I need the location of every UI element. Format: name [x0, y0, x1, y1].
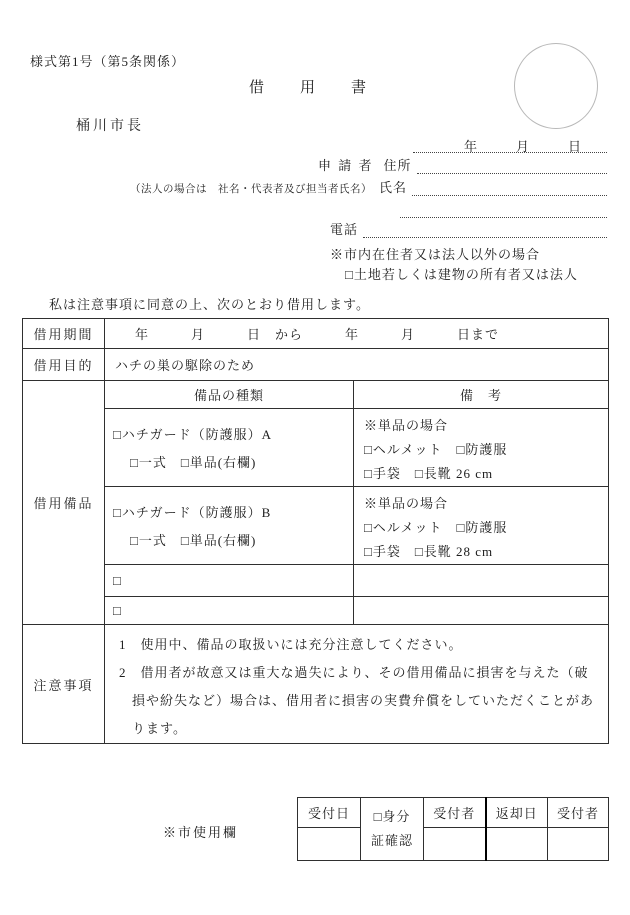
period-label: 借用期間 — [23, 319, 105, 349]
address-label: 住所 — [383, 158, 412, 173]
form-number: 様式第1号（第5条関係） — [30, 54, 186, 69]
equipment-row-blank2 — [23, 597, 609, 625]
residency-note: ※市内在住者又は法人以外の場合 — [330, 247, 541, 262]
address-row — [318, 157, 607, 174]
type-header: 備品の種類 — [105, 381, 354, 409]
phone-field — [363, 220, 607, 238]
date-field: 年 月 日 — [413, 136, 607, 153]
equipment-label: 借用備品 — [23, 381, 105, 625]
return-staff-header: 受付者 — [548, 798, 609, 828]
id-check-cell — [361, 798, 424, 861]
remarks-a-line2: □ヘルメット □防護服 — [364, 442, 508, 457]
purpose-label: 借用目的 — [23, 349, 105, 381]
equipment-a-line2: □一式 □単品(右欄) — [130, 455, 257, 470]
equipment-remarks-b — [354, 487, 609, 565]
address-field — [417, 156, 607, 174]
accept-staff-entry — [424, 828, 486, 861]
remarks-a-line1: ※単品の場合 — [364, 418, 449, 433]
office-use-label: ※市使用欄 — [163, 825, 239, 840]
equipment-type-a — [105, 409, 354, 487]
name-field-line2 — [400, 200, 607, 218]
id-check-line2: 証確認 — [370, 833, 413, 848]
return-staff-entry — [548, 828, 609, 861]
blank-checkbox-2: □ — [105, 597, 354, 625]
office-header-row — [298, 798, 609, 828]
blank-remarks-2 — [354, 597, 609, 625]
corporate-note: （法人の場合は 社名・代表者及び担当者氏名） — [130, 184, 372, 195]
note-item-2: 2 借用者が故意又は重大な過失により、その借用備品に損害を与えた（破損や紛失など）場合は、借用者に損害の実費弁償をしていただくことがあります。 — [119, 665, 595, 736]
name-field — [412, 178, 607, 196]
remarks-a-line3: □手袋 □長靴 26 cm — [364, 466, 494, 481]
accept-date-entry — [298, 828, 361, 861]
accept-date-header: 受付日 — [298, 798, 361, 828]
applicant-label: 申 請 者 — [318, 158, 374, 173]
owner-checkbox-line: □土地若しくは建物の所有者又は法人 — [345, 267, 578, 282]
purpose-row — [23, 349, 609, 381]
remarks-b-line3: □手袋 □長靴 28 cm — [364, 544, 494, 559]
id-check-line1: □身分 — [373, 809, 411, 824]
blank-remarks-1 — [354, 565, 609, 597]
return-date-entry — [486, 828, 548, 861]
name-label: 氏名 — [379, 180, 408, 195]
notes-row — [23, 625, 609, 744]
phone-row — [330, 221, 607, 238]
equipment-row-b — [23, 487, 609, 565]
office-use-table — [297, 797, 609, 861]
equipment-row-a — [23, 409, 609, 487]
remarks-header: 備 考 — [354, 381, 609, 409]
name-row — [130, 179, 607, 196]
addressee: 桶川市長 — [76, 119, 144, 134]
equipment-a-line1: □ハチガード（防護服）A — [113, 427, 272, 442]
equipment-header-row — [23, 381, 609, 409]
note-item-1: 1 使用中、備品の取扱いには充分注意してください。 — [119, 637, 463, 652]
notes-content — [105, 625, 609, 744]
page-title: 借 用 書 — [249, 80, 369, 96]
blank-checkbox-1: □ — [105, 565, 354, 597]
period-row — [23, 319, 609, 349]
purpose-value: ハチの巣の駆除のため — [105, 349, 609, 381]
return-date-header: 返却日 — [486, 798, 548, 828]
remarks-b-line1: ※単品の場合 — [364, 496, 449, 511]
declaration-sentence: 私は注意事項に同意の上、次のとおり借用します。 — [49, 297, 370, 312]
remarks-b-line2: □ヘルメット □防護服 — [364, 520, 508, 535]
equipment-remarks-a — [354, 409, 609, 487]
equipment-type-b — [105, 487, 354, 565]
accept-staff-header: 受付者 — [424, 798, 486, 828]
phone-label: 電話 — [330, 222, 359, 237]
loan-table — [22, 318, 609, 744]
equipment-row-blank1 — [23, 565, 609, 597]
notes-label: 注意事項 — [23, 625, 105, 744]
equipment-b-line1: □ハチガード（防護服）B — [113, 505, 272, 520]
stamp-circle — [514, 43, 598, 129]
equipment-b-line2: □一式 □単品(右欄) — [130, 533, 257, 548]
period-value: 年 月 日 から 年 月 日まで — [105, 319, 609, 349]
office-entry-row — [298, 828, 609, 861]
